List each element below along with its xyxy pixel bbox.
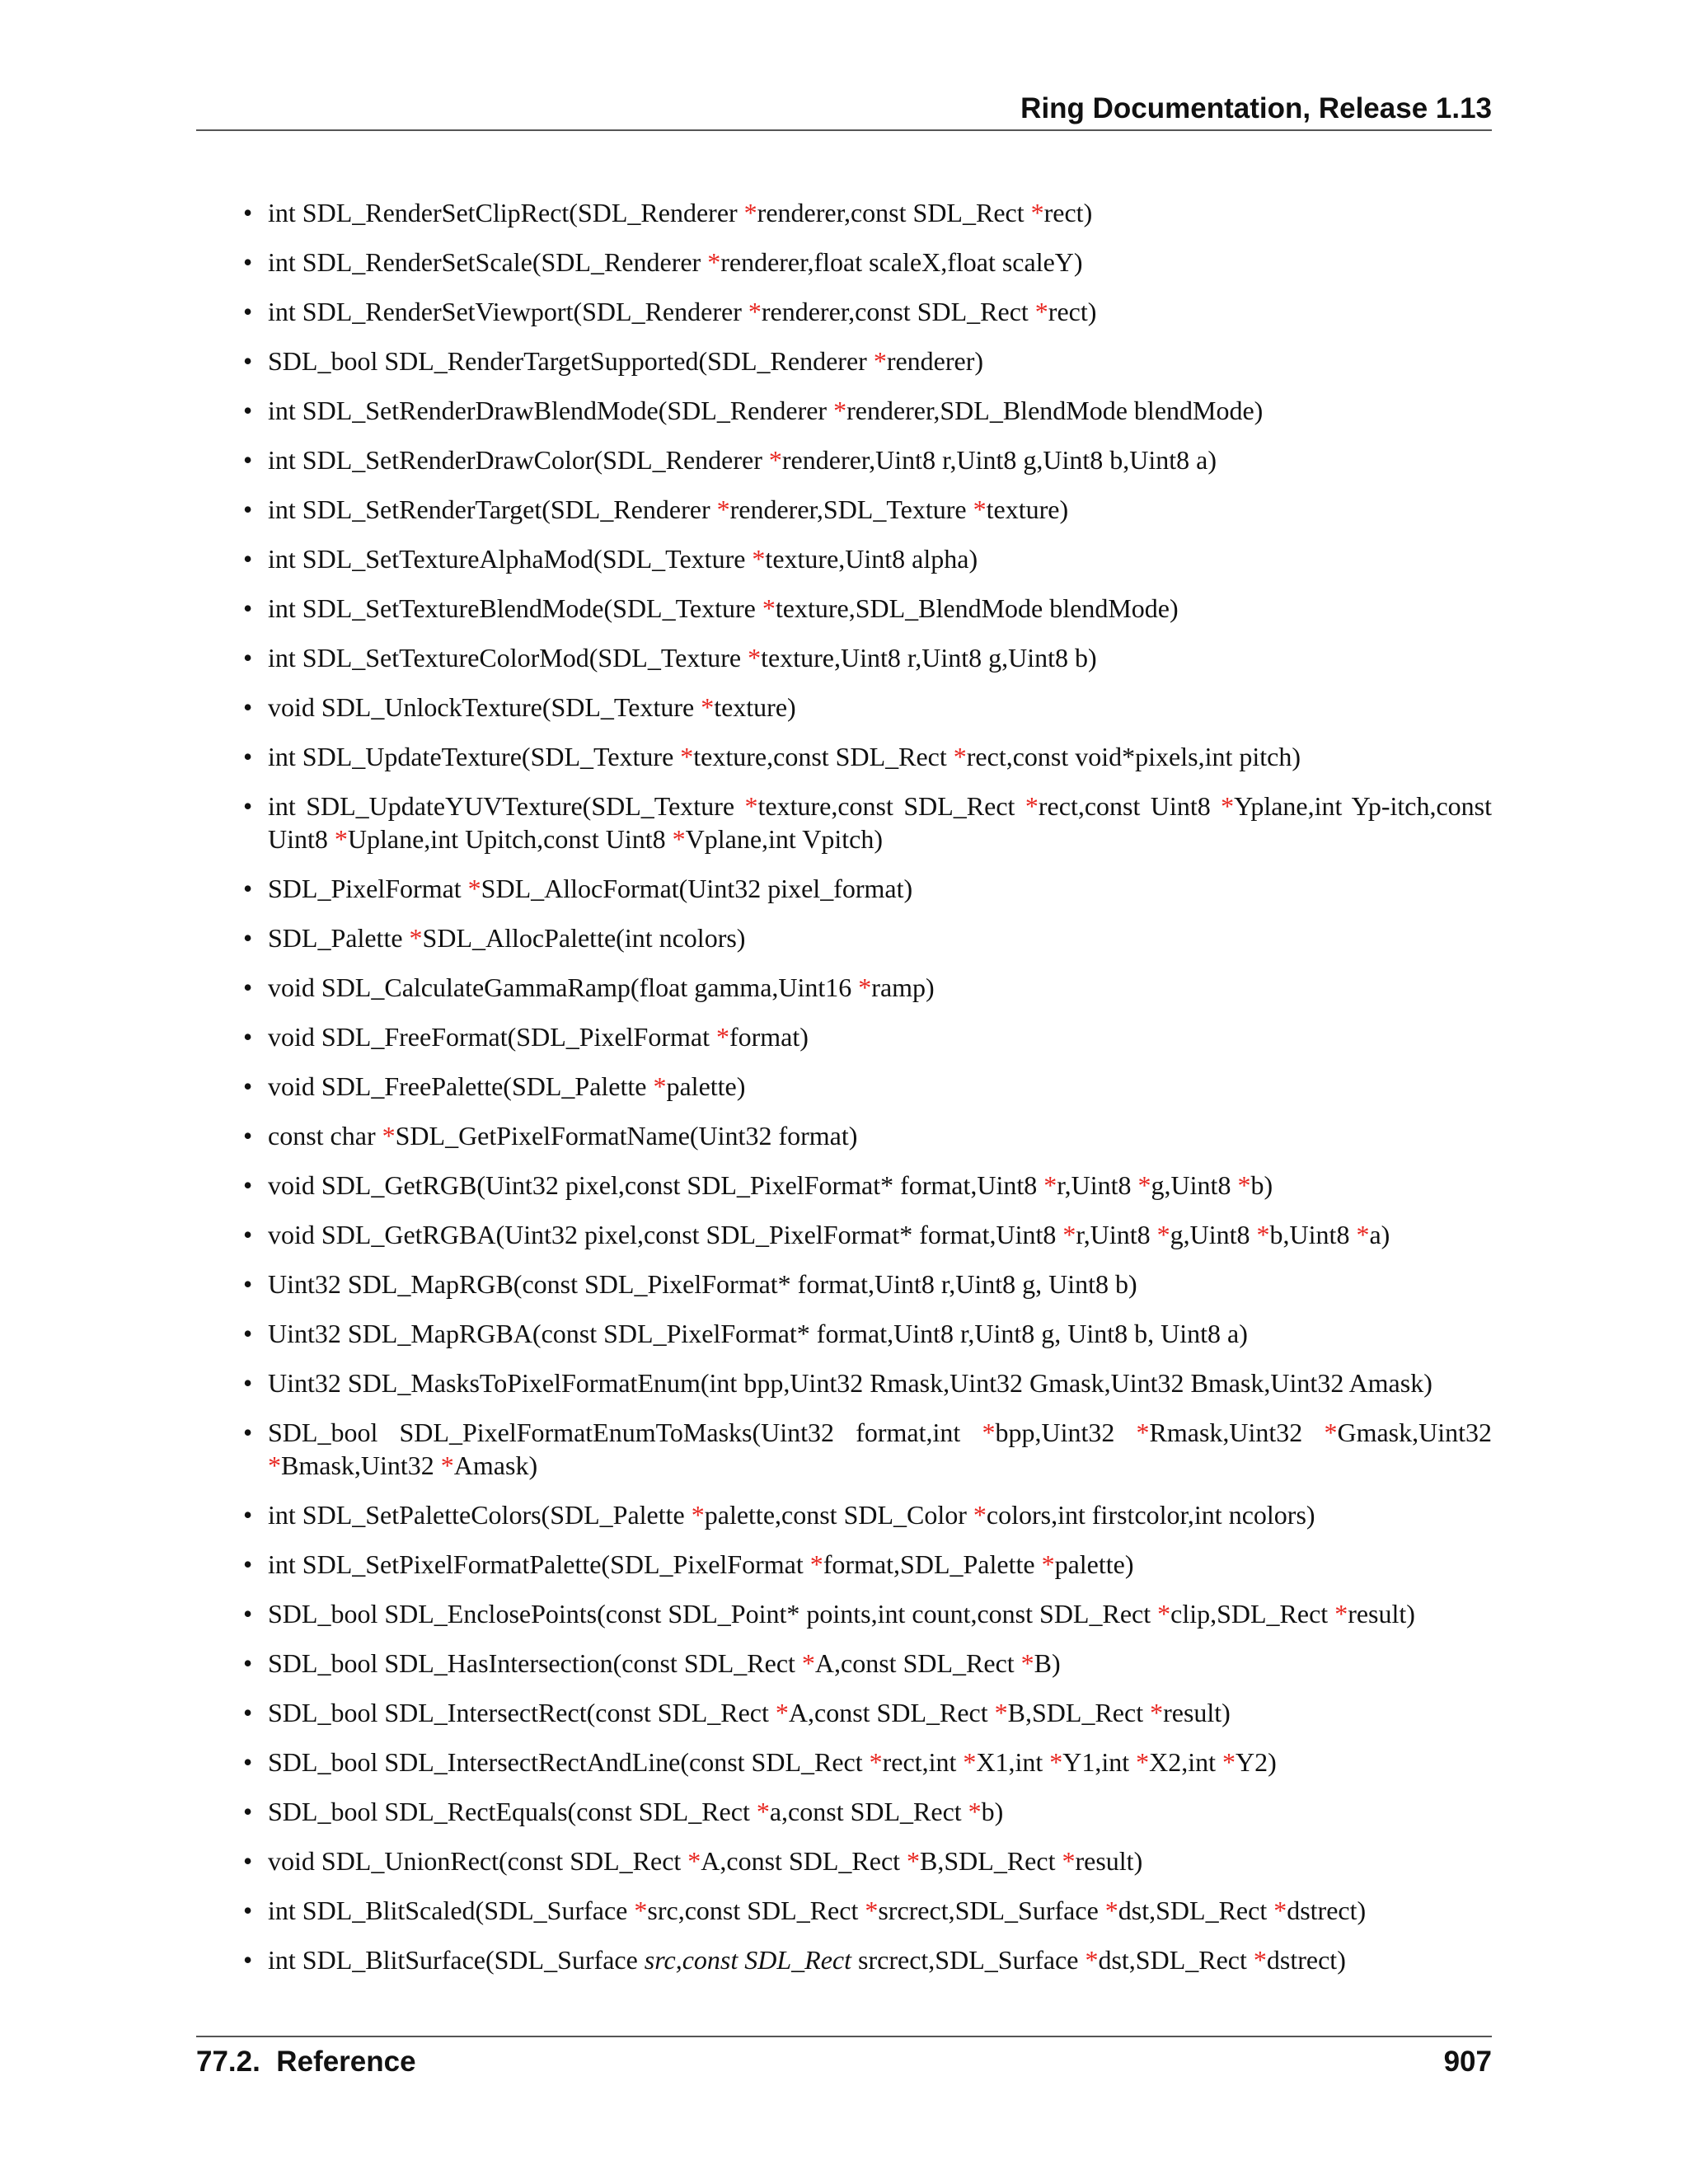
signature-text: void SDL_CalculateGammaRamp(float gamma,Uint16 (268, 972, 859, 1002)
pointer-asterisk: * (1273, 1896, 1287, 1925)
pointer-asterisk: * (752, 544, 766, 574)
signature-text: rect) (1048, 297, 1097, 326)
signature-text: SDL_GetPixelFormatName(Uint32 format) (395, 1121, 858, 1151)
signature-text: renderer,const SDL_Rect (757, 198, 1031, 227)
pointer-asterisk: * (869, 1747, 883, 1777)
pointer-asterisk: * (963, 1747, 977, 1777)
signature-text: Y2) (1236, 1747, 1277, 1777)
signature-text: int SDL_SetPixelFormatPalette(SDL_PixelFormat (268, 1549, 810, 1579)
pointer-asterisk: * (1136, 1418, 1150, 1447)
pointer-asterisk: * (382, 1121, 396, 1151)
signature-text: void SDL_UnionRect(const SDL_Rect (268, 1846, 688, 1876)
function-signature-item (243, 790, 1492, 855)
pointer-asterisk: * (756, 1797, 770, 1826)
function-signature-item (243, 1597, 1492, 1630)
function-signature-item (243, 1844, 1492, 1877)
pointer-asterisk: * (953, 742, 967, 771)
pointer-asterisk: * (1156, 1220, 1170, 1249)
pointer-asterisk: * (1237, 1170, 1251, 1200)
signature-text: rect,const Uint8 (1038, 791, 1221, 821)
signature-text: B,SDL_Rect (920, 1846, 1062, 1876)
pointer-asterisk: * (1356, 1220, 1370, 1249)
pointer-asterisk: * (672, 824, 686, 854)
signature-text: dstrect) (1287, 1896, 1367, 1925)
signature-text: texture,Uint8 r,Uint8 g,Uint8 b) (761, 643, 1097, 673)
pointer-asterisk: * (801, 1648, 815, 1678)
pointer-asterisk: * (680, 742, 694, 771)
pointer-asterisk: * (762, 593, 776, 623)
signature-text: SDL_bool SDL_IntersectRectAndLine(const SDL_Rect (268, 1747, 870, 1777)
pointer-asterisk: * (744, 791, 758, 821)
signature-text: B,SDL_Rect (1007, 1698, 1151, 1727)
function-signature-item (243, 1647, 1492, 1680)
signature-text: dstrect) (1266, 1945, 1346, 1975)
pointer-asterisk: * (873, 346, 887, 376)
function-signature-item (243, 295, 1492, 328)
function-signature-item (243, 1746, 1492, 1779)
signature-text: clip,SDL_Rect (1170, 1599, 1335, 1629)
function-signature-item (243, 1218, 1492, 1251)
signature-text: int SDL_SetTextureColorMod(SDL_Texture (268, 643, 748, 673)
signature-text: rect,const void*pixels,int pitch) (966, 742, 1301, 771)
pointer-asterisk: * (858, 972, 872, 1002)
pointer-asterisk: * (982, 1418, 996, 1447)
pointer-asterisk: * (1221, 791, 1235, 821)
pointer-asterisk: * (268, 1451, 281, 1480)
signature-text: SDL_bool SDL_RenderTargetSupported(SDL_Renderer (268, 346, 874, 376)
pointer-asterisk: * (716, 494, 730, 524)
signature-text: X1,int (976, 1747, 1050, 1777)
signature-text: format,SDL_Palette (823, 1549, 1042, 1579)
function-signature-item (243, 1366, 1492, 1399)
signature-text: texture) (986, 494, 1069, 524)
signature-text: int SDL_RenderSetClipRect(SDL_Renderer (268, 198, 744, 227)
pointer-asterisk: * (1041, 1549, 1055, 1579)
signature-text: int SDL_SetTextureAlphaMod(SDL_Texture (268, 544, 753, 574)
signature-text: texture,Uint8 alpha) (765, 544, 978, 574)
signature-text: Rmask,Uint32 (1149, 1418, 1325, 1447)
signature-text: SDL_bool SDL_IntersectRect(const SDL_Rect (268, 1698, 776, 1727)
signature-text: texture,const SDL_Rect (757, 791, 1025, 821)
signature-text: void SDL_UnlockTexture(SDL_Texture (268, 692, 701, 722)
signature-text: Uplane,int Upitch,const Uint8 (347, 824, 673, 854)
signature-text: b) (981, 1797, 1004, 1826)
signature-text: X2,int (1149, 1747, 1223, 1777)
function-signature-item (243, 443, 1492, 476)
pointer-asterisk: * (743, 198, 757, 227)
signature-text: A,const SDL_Rect (814, 1648, 1021, 1678)
pointer-asterisk: * (1104, 1896, 1118, 1925)
pointer-asterisk: * (1136, 1747, 1150, 1777)
signature-text: bpp,Uint32 (995, 1418, 1137, 1447)
signature-text: int SDL_UpdateTexture(SDL_Texture (268, 742, 681, 771)
signature-text: int SDL_RenderSetViewport(SDL_Renderer (268, 297, 748, 326)
signature-text: Uint32 SDL_MapRGBA(const SDL_PixelFormat* format,Uint8 r,Uint8 g, Uint8 b, Uint8 a) (268, 1319, 1248, 1348)
signature-text: int SDL_SetTextureBlendMode(SDL_Texture (268, 593, 762, 623)
signature-text: dst,SDL_Rect (1118, 1896, 1274, 1925)
signature-text: src,const SDL_Rect (647, 1896, 865, 1925)
function-signature-item (243, 493, 1492, 526)
signature-text: Bmask,Uint32 (281, 1451, 441, 1480)
function-signature-item (243, 1548, 1492, 1581)
signature-text: int SDL_SetRenderTarget(SDL_Renderer (268, 494, 717, 524)
signature-text: Uint32 SDL_MapRGB(const SDL_PixelFormat* format,Uint8 r,Uint8 g, Uint8 b) (268, 1269, 1137, 1299)
pointer-asterisk: * (1034, 297, 1048, 326)
pointer-asterisk: * (748, 297, 762, 326)
signature-text: rect) (1043, 198, 1093, 227)
function-signature-item (243, 542, 1492, 575)
pointer-asterisk: * (907, 1846, 921, 1876)
signature-text: renderer) (886, 346, 984, 376)
signature-text: Y1,int (1062, 1747, 1137, 1777)
signature-text: rect,int (882, 1747, 964, 1777)
signature-text: renderer,const SDL_Rect (761, 297, 1035, 326)
signature-text: SDL_bool SDL_EnclosePoints(const SDL_Point* points,int count,const SDL_Rect (268, 1599, 1158, 1629)
pointer-asterisk: * (1043, 1170, 1057, 1200)
function-signature-item (243, 1119, 1492, 1152)
pointer-asterisk: * (467, 874, 481, 903)
signature-text: b) (1250, 1170, 1273, 1200)
emphasized-text: src,const SDL_Rect (644, 1945, 852, 1975)
function-signature-item (243, 691, 1492, 724)
signature-text: void SDL_FreeFormat(SDL_PixelFormat (268, 1022, 716, 1052)
pointer-asterisk: * (809, 1549, 823, 1579)
pointer-asterisk: * (1049, 1747, 1063, 1777)
function-signature-item (243, 1696, 1492, 1729)
pointer-asterisk: * (653, 1071, 667, 1101)
signature-text: int SDL_BlitScaled(SDL_Surface (268, 1896, 635, 1925)
document-title: Ring Documentation, Release 1.13 (1020, 92, 1492, 124)
signature-text: b,Uint8 (1269, 1220, 1357, 1249)
pointer-asterisk: * (994, 1698, 1008, 1727)
pointer-asterisk: * (1324, 1418, 1338, 1447)
signature-text: a) (1369, 1220, 1390, 1249)
function-signature-item (243, 1020, 1492, 1053)
function-signature-list (243, 196, 1492, 1993)
pointer-asterisk: * (1062, 1846, 1076, 1876)
pointer-asterisk: * (634, 1896, 648, 1925)
function-signature-item (243, 872, 1492, 905)
signature-text: renderer,SDL_Texture (729, 494, 973, 524)
signature-text: int SDL_SetRenderDrawBlendMode(SDL_Renderer (268, 396, 834, 425)
pointer-asterisk: * (707, 247, 721, 277)
pointer-asterisk: * (865, 1896, 879, 1925)
pointer-asterisk: * (973, 1500, 987, 1530)
signature-text: Yplane,int Yp-itch,const Uint8 (268, 791, 1493, 854)
function-signature-item (243, 1498, 1492, 1531)
signature-text: SDL_bool SDL_RectEquals(const SDL_Rect (268, 1797, 757, 1826)
pointer-asterisk: * (1025, 791, 1039, 821)
signature-text: result) (1348, 1599, 1415, 1629)
signature-text: r,Uint8 (1076, 1220, 1157, 1249)
signature-text: palette,const SDL_Color (704, 1500, 973, 1530)
pointer-asterisk: * (1222, 1747, 1236, 1777)
function-signature-item (243, 1943, 1492, 1976)
signature-text: int SDL_SetPaletteColors(SDL_Palette (268, 1500, 692, 1530)
pointer-asterisk: * (715, 1022, 729, 1052)
signature-text: texture,const SDL_Rect (693, 742, 954, 771)
signature-text: int SDL_UpdateYUVTexture(SDL_Texture (268, 791, 745, 821)
function-signature-item (243, 394, 1492, 427)
signature-text: result) (1163, 1698, 1231, 1727)
pointer-asterisk: * (409, 923, 423, 953)
signature-text: palette) (666, 1071, 746, 1101)
signature-text: B) (1034, 1648, 1061, 1678)
function-signature-item (243, 1416, 1492, 1482)
pointer-asterisk: * (1030, 198, 1044, 227)
signature-text: SDL_PixelFormat (268, 874, 468, 903)
page-number: 907 (1443, 2046, 1492, 2078)
signature-text: const char (268, 1121, 382, 1151)
function-signature-item (243, 196, 1492, 229)
signature-text: a,const SDL_Rect (769, 1797, 968, 1826)
signature-text: Amask) (453, 1451, 538, 1480)
signature-text: A,const SDL_Rect (788, 1698, 995, 1727)
signature-text: int SDL_SetRenderDrawColor(SDL_Renderer (268, 445, 769, 475)
function-signature-item (243, 592, 1492, 625)
header-rule (196, 129, 1492, 131)
signature-text: Gmask,Uint32 (1337, 1418, 1493, 1447)
function-signature-item (243, 1268, 1492, 1301)
signature-text: srcrect,SDL_Surface (878, 1896, 1105, 1925)
signature-text: g,Uint8 (1151, 1170, 1238, 1200)
pointer-asterisk: * (768, 445, 782, 475)
pointer-asterisk: * (775, 1698, 789, 1727)
pointer-asterisk: * (687, 1846, 701, 1876)
signature-text: g,Uint8 (1170, 1220, 1257, 1249)
function-signature-item (243, 641, 1492, 674)
signature-text: int SDL_RenderSetScale(SDL_Renderer (268, 247, 708, 277)
signature-text: SDL_AllocFormat(Uint32 pixel_format) (481, 874, 913, 903)
signature-text: Uint32 SDL_MasksToPixelFormatEnum(int bpp,Uint32 Rmask,Uint32 Gmask,Uint32 Bmask,Uint32 Amask) (268, 1368, 1432, 1398)
signature-text: void SDL_FreePalette(SDL_Palette (268, 1071, 654, 1101)
function-signature-item (243, 1317, 1492, 1350)
signature-text: renderer,SDL_BlendMode blendMode) (846, 396, 1264, 425)
function-signature-item (243, 344, 1492, 377)
function-signature-item (243, 246, 1492, 279)
signature-text: void SDL_GetRGBA(Uint32 pixel,const SDL_PixelFormat* format,Uint8 (268, 1220, 1063, 1249)
pointer-asterisk: * (440, 1451, 454, 1480)
pointer-asterisk: * (1157, 1599, 1171, 1629)
pointer-asterisk: * (1150, 1698, 1164, 1727)
function-signature-item (243, 1894, 1492, 1927)
signature-text: texture,SDL_BlendMode blendMode) (775, 593, 1179, 623)
signature-text: int SDL_BlitSurface(SDL_Surface (268, 1945, 645, 1975)
signature-text: renderer,Uint8 r,Uint8 g,Uint8 b,Uint8 a) (781, 445, 1217, 475)
signature-text: SDL_bool SDL_HasIntersection(const SDL_Rect (268, 1648, 802, 1678)
pointer-asterisk: * (748, 643, 762, 673)
signature-text: A,const SDL_Rect (701, 1846, 907, 1876)
signature-text: SDL_Palette (268, 923, 410, 953)
footer-rule (196, 2036, 1492, 2037)
function-signature-item (243, 1070, 1492, 1103)
pointer-asterisk: * (701, 692, 715, 722)
pointer-asterisk: * (833, 396, 847, 425)
signature-text: renderer,float scaleX,float scaleY) (720, 247, 1083, 277)
pointer-asterisk: * (1256, 1220, 1270, 1249)
pointer-asterisk: * (1137, 1170, 1151, 1200)
function-signature-item (243, 1795, 1492, 1828)
pointer-asterisk: * (1334, 1599, 1348, 1629)
pointer-asterisk: * (1020, 1648, 1034, 1678)
section-reference: 77.2. Reference (196, 2046, 416, 2078)
function-signature-item (243, 1169, 1492, 1202)
signature-text: dst,SDL_Rect (1098, 1945, 1254, 1975)
function-signature-item (243, 921, 1492, 954)
signature-text: ramp) (871, 972, 935, 1002)
signature-text: format) (729, 1022, 809, 1052)
pointer-asterisk: * (1062, 1220, 1076, 1249)
pointer-asterisk: * (1253, 1945, 1267, 1975)
signature-text: palette) (1054, 1549, 1134, 1579)
signature-text: SDL_AllocPalette(int ncolors) (422, 923, 746, 953)
signature-text: result) (1075, 1846, 1143, 1876)
function-signature-item (243, 971, 1492, 1004)
pointer-asterisk: * (968, 1797, 982, 1826)
signature-text: SDL_bool SDL_PixelFormatEnumToMasks(Uint32 format,int (268, 1418, 982, 1447)
pointer-asterisk: * (1085, 1945, 1099, 1975)
pointer-asterisk: * (973, 494, 987, 524)
signature-text: void SDL_GetRGB(Uint32 pixel,const SDL_PixelFormat* format,Uint8 (268, 1170, 1044, 1200)
signature-text: colors,int firstcolor,int ncolors) (986, 1500, 1315, 1530)
signature-text: Vplane,int Vpitch) (685, 824, 883, 854)
function-signature-item (243, 740, 1492, 773)
signature-text: r,Uint8 (1057, 1170, 1138, 1200)
signature-text: texture) (714, 692, 796, 722)
pointer-asterisk: * (334, 824, 348, 854)
pointer-asterisk: * (691, 1500, 705, 1530)
signature-text: srcrect,SDL_Surface (851, 1945, 1085, 1975)
